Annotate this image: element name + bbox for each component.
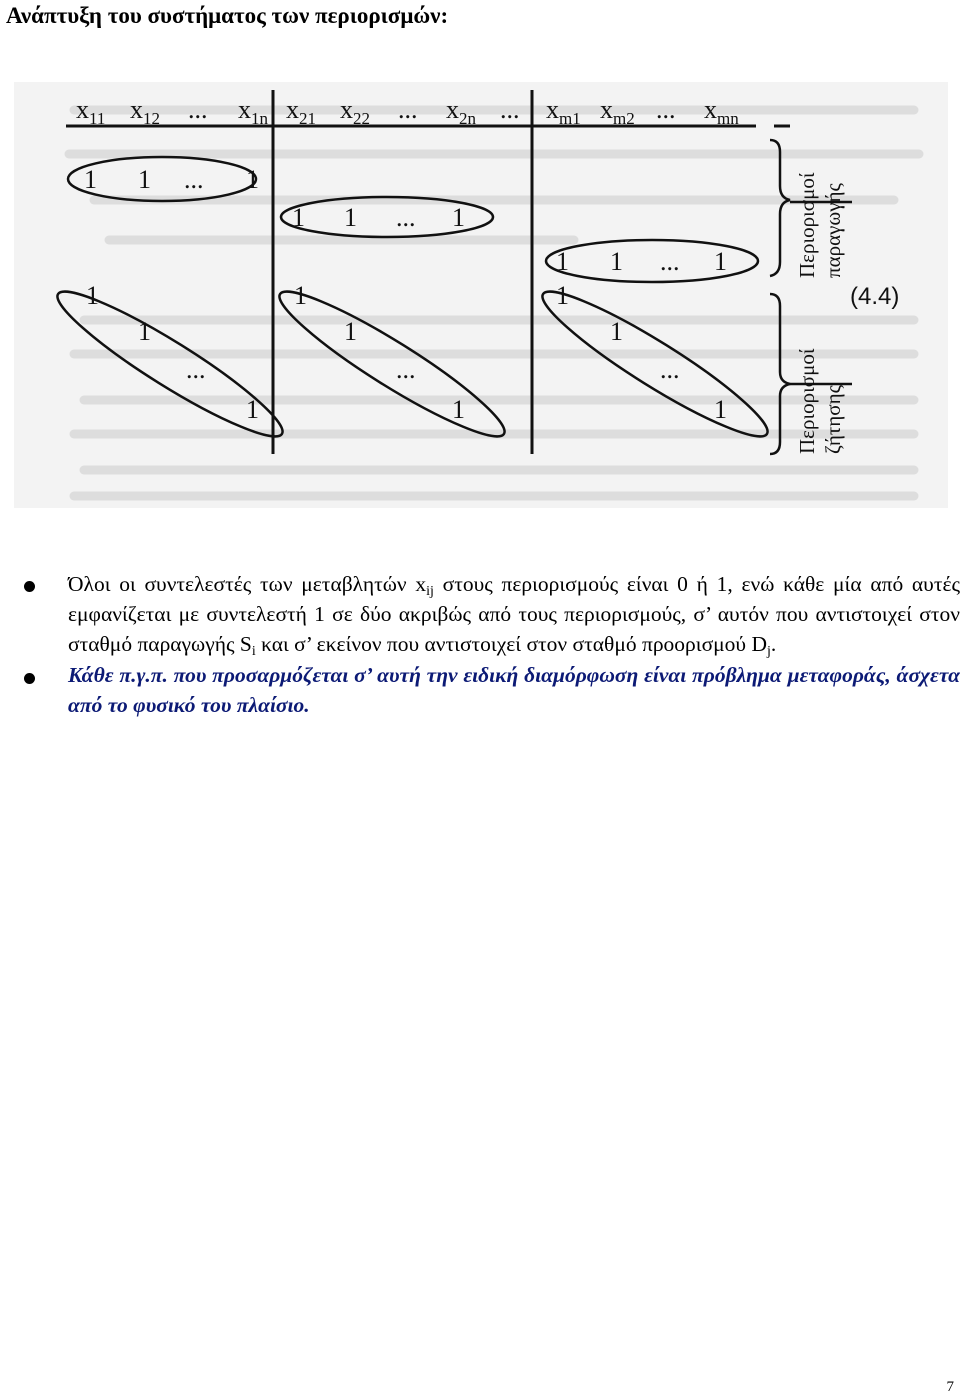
matrix-coefficient: 1 [610,247,623,276]
matrix-coefficient: 1 [246,395,259,424]
matrix-coefficient: 1 [246,165,259,194]
matrix-coefficient: 1 [292,203,305,232]
bullet-text-emphasis: Κάθε π.γ.π. που προσαρμόζεται σ’ αυτή την ειδική διαμόρφωση είναι πρόβλημα μεταφοράς, άσχετα από το φυσικό του πλαίσιο. [68,663,960,717]
matrix-coefficient: 1 [84,165,97,194]
subscript: ij [426,584,434,599]
bullet-item [0,660,960,720]
matrix-coefficient: 1 [610,317,623,346]
matrix-coefficient: 1 [556,247,569,276]
text-segment: και σ’ εκείνον που αντιστοιχεί στον σταθμό προορισμού D [255,632,767,656]
bullet-text [68,569,960,659]
demand-label-line: Περιορισμοί [795,348,819,454]
bullet-list [0,569,960,720]
column-ellipsis: ... [500,95,520,124]
matrix-coefficient: 1 [556,281,569,310]
matrix-coefficient: 1 [452,203,465,232]
matrix-coefficient: 1 [294,281,307,310]
subscript: i [251,644,256,659]
column-header: $x_{22}$ [340,95,370,128]
matrix-ellipsis: ... [186,355,206,384]
matrix-ellipsis: ... [660,355,680,384]
text-segment: Όλοι οι συντελεστές των μεταβλητών x [68,572,427,596]
column-ellipsis: ... [656,95,676,124]
matrix-coefficient: 1 [138,165,151,194]
bullet-dot [24,673,35,684]
equation-number: (4.4) [850,283,900,310]
matrix-ellipsis: ... [184,165,204,194]
column-header: $x_{m2}$ [600,95,635,128]
column-ellipsis: ... [398,95,418,124]
demand-label-line: ζήτησης [821,385,845,454]
page-heading: Ανάπτυξη του συστήματος των περιορισμών: [6,3,449,28]
matrix-ellipsis: ... [660,247,680,276]
page-number: 7 [946,1379,954,1395]
column-header: $x_{2n}$ [446,95,476,128]
matrix-coefficient: 1 [344,203,357,232]
column-header: $x_{12}$ [130,95,160,128]
subscript: j [766,644,771,659]
column-header: $x_{m1}$ [546,95,581,128]
column-header: $x_{mn}$ [704,95,739,128]
column-header: $x_{11}$ [76,95,106,128]
matrix-coefficient: 1 [344,317,357,346]
bullet-item [0,569,960,659]
matrix-coefficient: 1 [86,281,99,310]
text-segment: στους περιορισμούς είναι 0 ή 1, ενώ κάθε μία από αυτές εμφανίζεται με συντελεστή 1 σε δύο ακριβώς από τους περιορισμούς, σ’ αυτόν που αντιστοιχεί στον σταθμό παραγωγής S [68,572,960,656]
column-ellipsis: ... [188,95,208,124]
supply-label-line: Περιορισμοί [795,172,819,278]
matrix-coefficient: 1 [714,247,727,276]
matrix-ellipsis: ... [396,355,416,384]
matrix-coefficient: 1 [138,317,151,346]
matrix-coefficient: 1 [714,395,727,424]
bullet-dot [24,581,35,592]
constraint-matrix-figure [14,82,948,508]
column-header: $x_{21}$ [286,95,316,128]
matrix-coefficient: 1 [452,395,465,424]
supply-label-line: παραγωγής [821,183,845,278]
text-segment: . [770,632,777,656]
matrix-ellipsis: ... [396,203,416,232]
column-header: $x_{1n}$ [238,95,268,128]
